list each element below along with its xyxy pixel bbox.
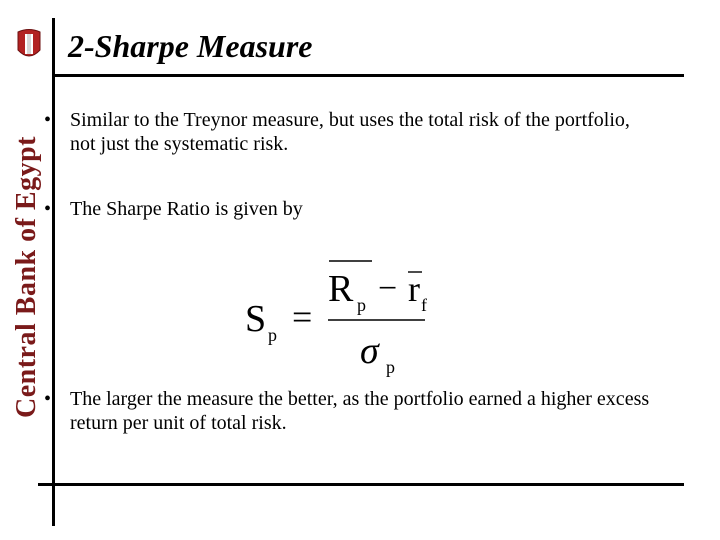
formula-numerator-riskfree: r [408, 269, 420, 309]
bullet-text: The larger the measure the better, as the portfolio earned a higher excess return per unit of total risk. [70, 388, 650, 434]
sidebar-organization-label: Central Bank of Egypt [11, 136, 42, 418]
bullet-dot: • [44, 388, 52, 410]
formula-lhs-subscript: p [268, 325, 277, 345]
formula-numerator-return-subscript: p [357, 295, 366, 315]
bank-logo-icon [15, 28, 43, 62]
vertical-divider [52, 18, 55, 526]
formula-numerator-riskfree-subscript: f [421, 295, 427, 315]
sharpe-ratio-formula [230, 248, 450, 378]
bullet-dot: • [44, 198, 52, 220]
formula-minus: − [378, 270, 398, 307]
formula-lhs-symbol: S [245, 298, 267, 340]
formula-equals: = [292, 297, 313, 337]
footer-divider [38, 483, 684, 486]
formula-numerator-return: R [328, 268, 354, 310]
bullet-text: Similar to the Treynor measure, but uses the total risk of the portfolio, not just the systematic risk. [70, 109, 630, 155]
formula-denominator-sigma: σ [360, 330, 379, 372]
slide-title: 2-Sharpe Measure [68, 28, 313, 64]
formula-denominator-subscript: p [386, 357, 395, 377]
bullet-dot: • [44, 109, 52, 131]
bullet-text: The Sharpe Ratio is given by [70, 198, 303, 220]
title-underline [52, 74, 684, 77]
